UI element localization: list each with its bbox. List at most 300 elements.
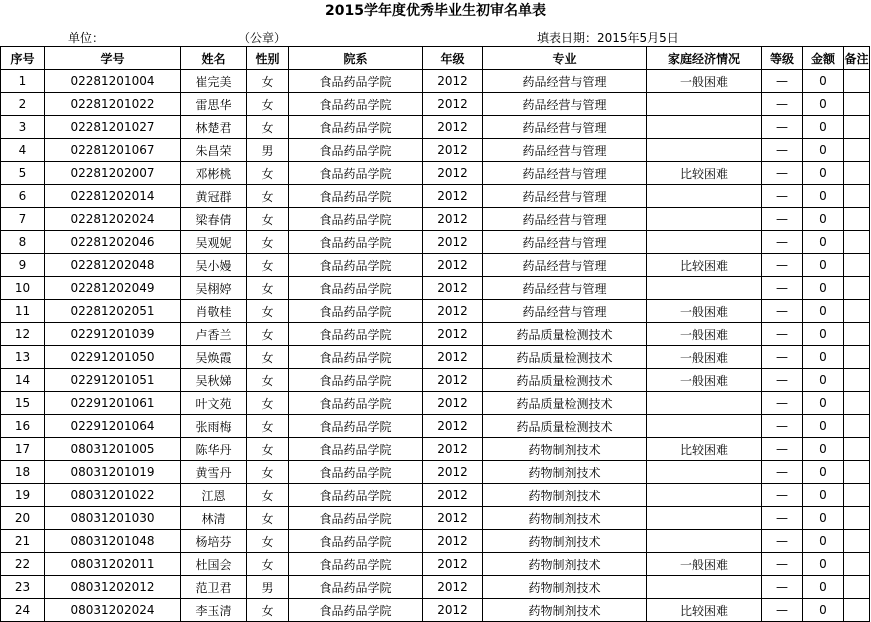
cell-family-finance: 比较困难 [647,162,762,185]
cell-family-finance [647,139,762,162]
cell-remarks [844,254,870,277]
cell-level: — [762,323,803,346]
table-row [1,70,870,93]
cell-gender: 女 [247,392,289,415]
cell-family-finance [647,208,762,231]
table-row [1,254,870,277]
header-student-id: 学号 [45,47,181,70]
cell-amount: 0 [803,530,844,553]
cell-index: 9 [1,254,45,277]
cell-index: 15 [1,392,45,415]
cell-index: 24 [1,599,45,622]
cell-name: 陈华丹 [181,438,247,461]
cell-amount: 0 [803,369,844,392]
graduate-roster-table [0,46,870,622]
cell-gender: 女 [247,116,289,139]
cell-index: 18 [1,461,45,484]
table-row [1,300,870,323]
cell-level: — [762,300,803,323]
cell-name: 林楚君 [181,116,247,139]
cell-family-finance [647,507,762,530]
cell-amount: 0 [803,599,844,622]
cell-gender: 女 [247,185,289,208]
table-row [1,162,870,185]
cell-student-id: 02291201061 [45,392,181,415]
cell-amount: 0 [803,323,844,346]
cell-major: 药品经营与管理 [483,162,647,185]
table-row [1,392,870,415]
cell-amount: 0 [803,116,844,139]
cell-major: 药物制剂技术 [483,484,647,507]
cell-family-finance: 一般困难 [647,323,762,346]
cell-name: 黄冠群 [181,185,247,208]
cell-index: 14 [1,369,45,392]
cell-grade-year: 2012 [423,507,483,530]
table-row [1,369,870,392]
cell-major: 药品经营与管理 [483,116,647,139]
cell-remarks [844,438,870,461]
cell-grade-year: 2012 [423,576,483,599]
cell-gender: 女 [247,231,289,254]
cell-grade-year: 2012 [423,116,483,139]
cell-college: 食品药品学院 [289,415,423,438]
cell-remarks [844,116,870,139]
cell-amount: 0 [803,208,844,231]
cell-remarks [844,530,870,553]
cell-index: 1 [1,70,45,93]
cell-gender: 女 [247,300,289,323]
cell-family-finance: 一般困难 [647,300,762,323]
cell-family-finance [647,415,762,438]
cell-name: 卢香兰 [181,323,247,346]
cell-level: — [762,70,803,93]
header-level: 等级 [762,47,803,70]
cell-major: 药品经营与管理 [483,208,647,231]
cell-gender: 女 [247,438,289,461]
cell-gender: 女 [247,208,289,231]
cell-grade-year: 2012 [423,599,483,622]
cell-major: 药品经营与管理 [483,277,647,300]
cell-student-id: 02291201050 [45,346,181,369]
cell-student-id: 08031201048 [45,530,181,553]
header-gender: 性别 [247,47,289,70]
cell-college: 食品药品学院 [289,553,423,576]
cell-gender: 女 [247,415,289,438]
table-row [1,530,870,553]
fill-date-label: 填表日期：2015年5月5日 [537,31,679,45]
cell-index: 19 [1,484,45,507]
cell-gender: 男 [247,139,289,162]
table-row [1,461,870,484]
header-index: 序号 [1,47,45,70]
cell-remarks [844,369,870,392]
cell-gender: 女 [247,70,289,93]
cell-grade-year: 2012 [423,392,483,415]
cell-family-finance [647,116,762,139]
cell-remarks [844,346,870,369]
cell-family-finance: 一般困难 [647,553,762,576]
table-row [1,553,870,576]
cell-name: 雷思华 [181,93,247,116]
cell-major: 药物制剂技术 [483,599,647,622]
official-seal-label: （公章） [238,31,287,45]
cell-amount: 0 [803,93,844,116]
cell-index: 22 [1,553,45,576]
cell-college: 食品药品学院 [289,208,423,231]
cell-major: 药品经营与管理 [483,185,647,208]
cell-level: — [762,139,803,162]
table-row [1,185,870,208]
cell-student-id: 02291201039 [45,323,181,346]
cell-name: 吴焕霞 [181,346,247,369]
cell-student-id: 02291201064 [45,415,181,438]
cell-student-id: 02281201004 [45,70,181,93]
cell-amount: 0 [803,438,844,461]
cell-family-finance: 一般困难 [647,346,762,369]
cell-gender: 女 [247,553,289,576]
cell-family-finance [647,231,762,254]
cell-gender: 男 [247,576,289,599]
cell-student-id: 02281202024 [45,208,181,231]
cell-name: 范卫君 [181,576,247,599]
cell-level: — [762,392,803,415]
cell-student-id: 02291201051 [45,369,181,392]
table-header-row [1,47,870,70]
header-family-finance: 家庭经济情况 [647,47,762,70]
cell-index: 6 [1,185,45,208]
cell-family-finance [647,277,762,300]
cell-gender: 女 [247,323,289,346]
table-row [1,231,870,254]
cell-index: 20 [1,507,45,530]
cell-grade-year: 2012 [423,530,483,553]
cell-name: 朱昌荣 [181,139,247,162]
cell-remarks [844,139,870,162]
cell-remarks [844,415,870,438]
cell-amount: 0 [803,576,844,599]
cell-level: — [762,208,803,231]
cell-remarks [844,93,870,116]
cell-student-id: 08031201022 [45,484,181,507]
cell-amount: 0 [803,415,844,438]
cell-index: 23 [1,576,45,599]
cell-student-id: 02281202046 [45,231,181,254]
cell-name: 肖敬桂 [181,300,247,323]
cell-grade-year: 2012 [423,323,483,346]
cell-grade-year: 2012 [423,231,483,254]
cell-grade-year: 2012 [423,185,483,208]
cell-level: — [762,277,803,300]
cell-index: 7 [1,208,45,231]
cell-student-id: 02281202051 [45,300,181,323]
cell-grade-year: 2012 [423,162,483,185]
cell-level: — [762,93,803,116]
cell-college: 食品药品学院 [289,162,423,185]
cell-grade-year: 2012 [423,139,483,162]
cell-family-finance: 比较困难 [647,438,762,461]
cell-grade-year: 2012 [423,208,483,231]
cell-level: — [762,415,803,438]
cell-student-id: 02281202014 [45,185,181,208]
cell-level: — [762,507,803,530]
cell-index: 11 [1,300,45,323]
cell-grade-year: 2012 [423,346,483,369]
cell-name: 崔完美 [181,70,247,93]
cell-major: 药物制剂技术 [483,530,647,553]
cell-remarks [844,576,870,599]
cell-major: 药品经营与管理 [483,300,647,323]
cell-remarks [844,162,870,185]
unit-label: 单位： [68,31,105,45]
cell-index: 21 [1,530,45,553]
cell-grade-year: 2012 [423,553,483,576]
cell-family-finance [647,392,762,415]
cell-major: 药物制剂技术 [483,438,647,461]
cell-amount: 0 [803,507,844,530]
cell-gender: 女 [247,93,289,116]
cell-major: 药品质量检测技术 [483,323,647,346]
cell-student-id: 02281202048 [45,254,181,277]
cell-level: — [762,484,803,507]
cell-level: — [762,599,803,622]
cell-level: — [762,576,803,599]
cell-college: 食品药品学院 [289,484,423,507]
cell-index: 8 [1,231,45,254]
cell-major: 药物制剂技术 [483,553,647,576]
table-row [1,139,870,162]
cell-name: 梁春倩 [181,208,247,231]
cell-remarks [844,70,870,93]
cell-college: 食品药品学院 [289,507,423,530]
cell-college: 食品药品学院 [289,70,423,93]
cell-level: — [762,530,803,553]
cell-amount: 0 [803,139,844,162]
cell-major: 药品质量检测技术 [483,415,647,438]
cell-level: — [762,369,803,392]
cell-level: — [762,346,803,369]
table-row [1,507,870,530]
cell-college: 食品药品学院 [289,139,423,162]
cell-amount: 0 [803,70,844,93]
cell-college: 食品药品学院 [289,185,423,208]
cell-name: 林清 [181,507,247,530]
cell-student-id: 08031201019 [45,461,181,484]
header-grade-year: 年级 [423,47,483,70]
cell-grade-year: 2012 [423,254,483,277]
cell-level: — [762,438,803,461]
table-row [1,323,870,346]
cell-amount: 0 [803,277,844,300]
cell-family-finance [647,185,762,208]
cell-remarks [844,231,870,254]
cell-grade-year: 2012 [423,70,483,93]
cell-level: — [762,185,803,208]
cell-major: 药物制剂技术 [483,576,647,599]
table-row [1,116,870,139]
cell-major: 药品经营与管理 [483,231,647,254]
cell-gender: 女 [247,277,289,300]
cell-student-id: 08031202012 [45,576,181,599]
cell-student-id: 02281202007 [45,162,181,185]
cell-gender: 女 [247,346,289,369]
table-row [1,484,870,507]
header-college: 院系 [289,47,423,70]
cell-amount: 0 [803,300,844,323]
cell-name: 吴观妮 [181,231,247,254]
cell-grade-year: 2012 [423,300,483,323]
cell-remarks [844,323,870,346]
cell-student-id: 08031201005 [45,438,181,461]
cell-name: 邓彬桃 [181,162,247,185]
cell-name: 江恩 [181,484,247,507]
cell-family-finance: 一般困难 [647,70,762,93]
cell-index: 17 [1,438,45,461]
header-remarks: 备注 [844,47,870,70]
cell-amount: 0 [803,231,844,254]
cell-major: 药品质量检测技术 [483,346,647,369]
cell-level: — [762,116,803,139]
cell-index: 3 [1,116,45,139]
cell-amount: 0 [803,254,844,277]
cell-family-finance [647,530,762,553]
cell-gender: 女 [247,484,289,507]
cell-index: 5 [1,162,45,185]
table-body [1,70,870,622]
cell-major: 药物制剂技术 [483,461,647,484]
cell-index: 12 [1,323,45,346]
cell-gender: 女 [247,530,289,553]
cell-gender: 女 [247,254,289,277]
cell-major: 药品经营与管理 [483,254,647,277]
table-row [1,346,870,369]
cell-major: 药物制剂技术 [483,507,647,530]
cell-gender: 女 [247,162,289,185]
cell-name: 杜国会 [181,553,247,576]
cell-index: 10 [1,277,45,300]
cell-amount: 0 [803,461,844,484]
header-amount: 金额 [803,47,844,70]
cell-college: 食品药品学院 [289,323,423,346]
cell-level: — [762,553,803,576]
cell-remarks [844,208,870,231]
cell-major: 药品经营与管理 [483,139,647,162]
table-row [1,599,870,622]
cell-amount: 0 [803,346,844,369]
cell-family-finance: 一般困难 [647,369,762,392]
cell-grade-year: 2012 [423,461,483,484]
cell-college: 食品药品学院 [289,277,423,300]
cell-name: 李玉清 [181,599,247,622]
cell-name: 张雨梅 [181,415,247,438]
cell-remarks [844,392,870,415]
cell-college: 食品药品学院 [289,254,423,277]
cell-grade-year: 2012 [423,438,483,461]
cell-student-id: 02281202049 [45,277,181,300]
cell-remarks [844,484,870,507]
cell-student-id: 08031202011 [45,553,181,576]
cell-remarks [844,599,870,622]
cell-level: — [762,231,803,254]
table-row [1,277,870,300]
cell-amount: 0 [803,185,844,208]
cell-college: 食品药品学院 [289,346,423,369]
cell-major: 药品质量检测技术 [483,369,647,392]
cell-grade-year: 2012 [423,277,483,300]
cell-family-finance: 比较困难 [647,254,762,277]
cell-name: 吴秋娣 [181,369,247,392]
cell-name: 叶文苑 [181,392,247,415]
cell-amount: 0 [803,484,844,507]
cell-college: 食品药品学院 [289,300,423,323]
cell-remarks [844,507,870,530]
table-row [1,576,870,599]
cell-college: 食品药品学院 [289,530,423,553]
cell-level: — [762,162,803,185]
cell-remarks [844,185,870,208]
cell-grade-year: 2012 [423,415,483,438]
table-row [1,415,870,438]
cell-family-finance [647,484,762,507]
cell-college: 食品药品学院 [289,576,423,599]
cell-remarks [844,300,870,323]
cell-amount: 0 [803,392,844,415]
cell-index: 4 [1,139,45,162]
cell-level: — [762,461,803,484]
cell-college: 食品药品学院 [289,438,423,461]
header-name: 姓名 [181,47,247,70]
cell-college: 食品药品学院 [289,116,423,139]
header-major: 专业 [483,47,647,70]
cell-student-id: 08031201030 [45,507,181,530]
cell-gender: 女 [247,507,289,530]
cell-name: 黄雪丹 [181,461,247,484]
cell-index: 16 [1,415,45,438]
cell-level: — [762,254,803,277]
cell-college: 食品药品学院 [289,369,423,392]
cell-index: 13 [1,346,45,369]
cell-student-id: 02281201067 [45,139,181,162]
cell-gender: 女 [247,599,289,622]
cell-name: 杨培芬 [181,530,247,553]
cell-index: 2 [1,93,45,116]
cell-family-finance: 比较困难 [647,599,762,622]
cell-student-id: 08031202024 [45,599,181,622]
cell-grade-year: 2012 [423,93,483,116]
cell-name: 吴小嫚 [181,254,247,277]
cell-family-finance [647,576,762,599]
cell-grade-year: 2012 [423,369,483,392]
cell-gender: 女 [247,461,289,484]
cell-student-id: 02281201027 [45,116,181,139]
cell-college: 食品药品学院 [289,599,423,622]
cell-grade-year: 2012 [423,484,483,507]
cell-college: 食品药品学院 [289,461,423,484]
cell-amount: 0 [803,553,844,576]
cell-major: 药品质量检测技术 [483,392,647,415]
cell-gender: 女 [247,369,289,392]
table-row [1,93,870,116]
cell-student-id: 02281201022 [45,93,181,116]
cell-college: 食品药品学院 [289,231,423,254]
document-title: 2015学年度优秀毕业生初审名单表 [325,3,546,19]
table-row [1,208,870,231]
cell-name: 吴栩婷 [181,277,247,300]
cell-college: 食品药品学院 [289,392,423,415]
cell-major: 药品经营与管理 [483,70,647,93]
cell-remarks [844,277,870,300]
cell-amount: 0 [803,162,844,185]
cell-family-finance [647,93,762,116]
